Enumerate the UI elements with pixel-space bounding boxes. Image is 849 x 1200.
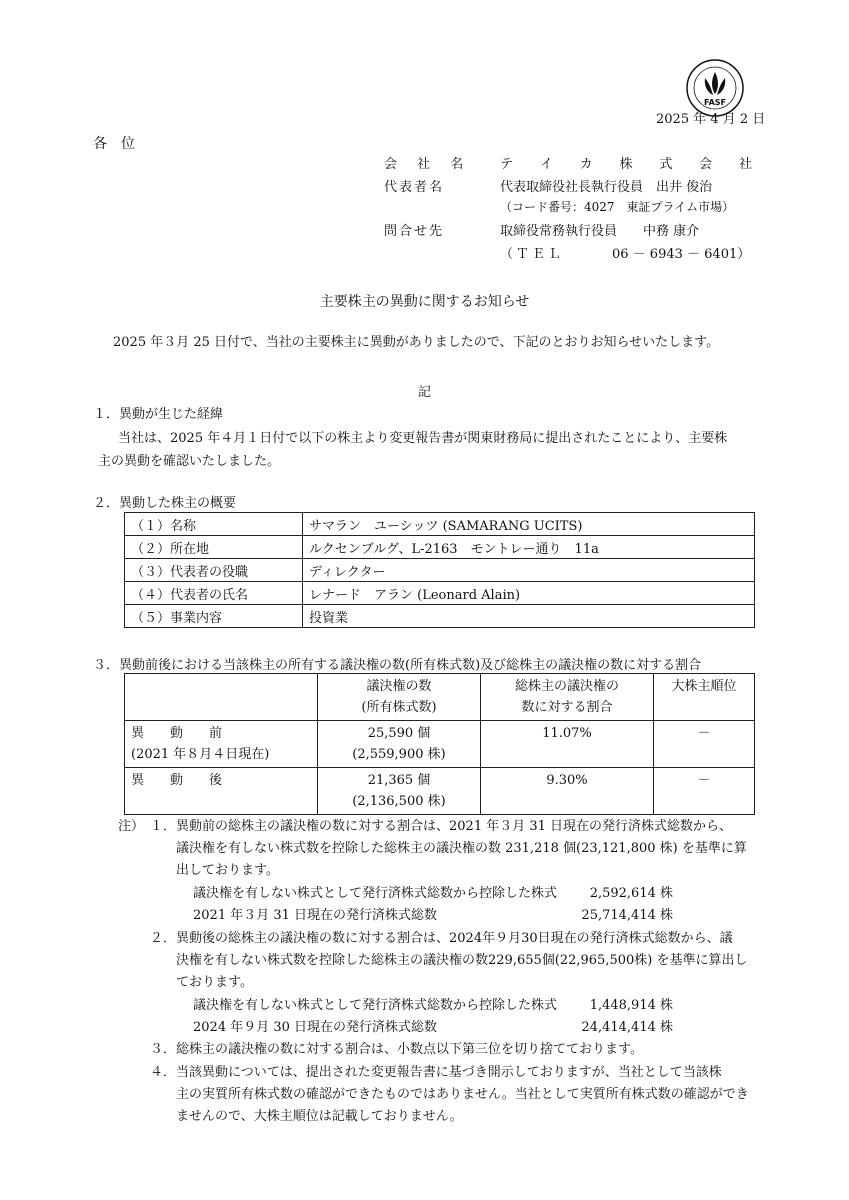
ki-heading: 記 [417,385,431,400]
header-votes-line1: 議決権の数 [366,679,432,694]
row-label: （４）代表者の氏名 [125,582,303,605]
note1-issued-value: 25,714,414 株 [581,908,673,923]
before-label-cell [125,721,318,768]
company-char: 株 [619,157,633,172]
company-char: イ [539,157,553,172]
row-value: 投資業 [303,605,755,628]
after-ratio: 9.30% [481,768,654,815]
after-votes: 21,365 個 [367,773,431,788]
row-value: ディレクター [303,559,755,582]
note2-excluded-label: 議決権を有しない株式として発行済株式総数から控除した株式 [193,998,558,1013]
notes-prefix: 注） [118,819,145,834]
before-shares: (2,559,900 株) [352,747,446,762]
note2-issued-value: 24,414,414 株 [581,1020,673,1035]
intro-text: 2025 年３月 25 日付で、当社の主要株主に異動がありましたので、下記のとおりお知らせいたします。 [113,335,720,350]
row-label: （５）事業内容 [125,605,303,628]
note3: ３．総株主の議決権の数に対する割合は、小数点以下第三位を切り捨てております。 [150,1042,643,1057]
company-name-label: 会 社 名 [384,157,472,172]
voting-rights-table [124,673,755,815]
after-shares: (2,136,500 株) [352,794,446,809]
section1-line1: 当社は、2025 年４月１日付で以下の株主より変更報告書が関東財務局に提出されたことにより、主要株 [118,431,728,446]
note2-line1: ２．異動後の総株主の議決権の数に対する割合は、2024年９月30日現在の発行済株式総数から、議 [150,931,733,946]
note1-issued-label: 2021 年３月 31 日現在の発行済株式総数 [193,908,438,923]
note1-line1: １．異動前の総株主の議決権の数に対する割合は、2021 年３月 31 日現在の発行済株式総数から、 [150,819,733,834]
representative-value: 代表取締役社長執行役員 出井 俊治 [500,180,713,195]
contact-label: 問合せ先 [384,224,445,239]
company-char: 式 [659,157,673,172]
before-votes: 25,590 個 [367,726,431,741]
header-ratio-line2: 数に対する割合 [521,700,613,715]
shareholder-overview-table [124,512,755,628]
note2-line3: ております。 [176,975,253,990]
row-value: ルクセンブルグ、L-2163 モントレー通り 11a [303,536,755,559]
after-label: 異 動 後 [125,768,318,815]
note2-excluded-value: 1,448,914 株 [589,998,673,1013]
contact-value: 取締役常務執行役員 中務 康介 [500,224,700,239]
tel-value: 06 － 6943 － 6401） [612,247,751,262]
document-title: 主要株主の異動に関するお知らせ [319,294,530,310]
header-blank [125,674,318,721]
svg-text:FASF: FASF [704,98,726,107]
note1-excluded-label: 議決権を有しない株式として発行済株式総数から控除した株式 [193,886,558,901]
table-row-before [125,721,755,768]
note4-line1: ４．当該異動については、提出された変更報告書に基づき開示しておりますが、当社として当該株 [150,1065,722,1080]
before-date: (2021 年８月４日現在) [131,747,270,762]
row-label: （３）代表者の役職 [125,559,303,582]
row-label: （２）所在地 [125,536,303,559]
row-value: サマラン ユーシッツ (SAMARANG UCITS) [303,513,755,536]
company-char: 社 [738,157,752,172]
company-char: テ [500,157,514,172]
before-votes-cell [318,721,481,768]
header-votes-line2: (所有株式数) [361,700,437,715]
company-name-value [500,153,752,172]
header-votes [318,674,481,721]
document-date: 2025 年 4 月 2 日 [656,112,766,127]
section1-line2: 主の異動を確認いたしました。 [98,454,281,469]
before-rank: － [654,721,755,768]
before-label: 異 動 前 [131,726,223,741]
tel-label: （ＴＥＬ [500,247,565,262]
header-ratio [481,674,654,721]
table-row [125,582,755,605]
after-votes-cell [318,768,481,815]
table-row [125,536,755,559]
row-label: （１）名称 [125,513,303,536]
note1-line3: 出しております。 [176,863,279,878]
row-value: レナード アラン (Leonard Alain) [303,582,755,605]
note1-excluded-value: 2,592,614 株 [589,886,673,901]
company-char: 会 [699,157,713,172]
addressee: 各 位 [93,136,135,152]
table-row [125,513,755,536]
representative-label: 代表者名 [384,180,445,195]
note4-line2: 主の実質所有株式数の確認ができたものではありません。当社として実質所有株式数の確認ができ [176,1087,749,1102]
note1-line2: 議決権を有しない株式数を控除した総株主の議決権の数 231,218 個(23,121,800 株) を基準に算 [176,841,747,856]
table-row [125,605,755,628]
section1-heading: １．異動が生じた経緯 [93,407,224,422]
note2-line2: 決権を有しない株式数を控除した総株主の議決権の数229,655個(22,965,500株) を基準に算出し [176,953,748,968]
stock-code: （コード番号：4027 東証プライム市場） [500,200,735,214]
company-char: カ [579,157,593,172]
section2-heading: ２．異動した株主の概要 [93,496,237,511]
note2-issued-label: 2024 年９月 30 日現在の発行済株式総数 [193,1020,438,1035]
table-row-after [125,768,755,815]
before-ratio: 11.07% [481,721,654,768]
note4-line3: ませんので、大株主順位は記載しておりません。 [176,1109,463,1124]
header-rank: 大株主順位 [654,674,755,721]
table-row [125,559,755,582]
section3-heading: ３．異動前後における当該株主の所有する議決権の数(所有株式数)及び総株主の議決権の数に対する割合 [93,658,702,673]
header-ratio-line1: 総株主の議決権の [514,679,619,694]
table-header-row [125,674,755,721]
after-rank: － [654,768,755,815]
